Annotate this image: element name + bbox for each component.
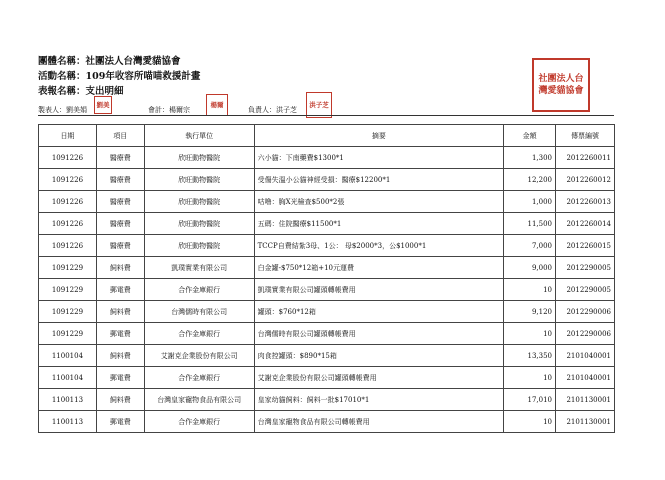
amount-cell: 10: [504, 411, 556, 433]
date-cell: 1091226: [39, 235, 97, 257]
unit-cell: 合作金庫銀行: [144, 279, 254, 301]
organization-seal: 社團法人台灣愛貓協會: [532, 58, 590, 112]
summary-cell: 皇家幼貓飼料：飼料一批$17010*1: [254, 389, 504, 411]
table-header-row: [39, 125, 615, 147]
table-row: [39, 411, 615, 433]
item-cell: 飼料費: [96, 301, 144, 323]
voucher-cell: 2012260012: [556, 169, 615, 191]
report-name: 表報名稱：支出明細: [38, 86, 124, 97]
signature-divider: [38, 115, 614, 116]
amount-cell: 10: [504, 279, 556, 301]
table-row: [39, 345, 615, 367]
date-cell: 1100104: [39, 345, 97, 367]
amount-cell: 10: [504, 323, 556, 345]
table-row: [39, 389, 615, 411]
unit-cell: 台灣皇家寵物食品有限公司: [144, 389, 254, 411]
summary-cell: 罐頭：$760*12箱: [254, 301, 504, 323]
amount-cell: 9,000: [504, 257, 556, 279]
item-cell: 郵電費: [96, 323, 144, 345]
preparer-seal: 劉美: [94, 96, 112, 114]
voucher-cell: 2012290005: [556, 257, 615, 279]
date-cell: 1091229: [39, 301, 97, 323]
voucher-cell: 2012290005: [556, 279, 615, 301]
item-cell: 醫療費: [96, 235, 144, 257]
amount-header: 金額: [504, 125, 556, 147]
date-cell: 1091226: [39, 147, 97, 169]
item-cell: 郵電費: [96, 279, 144, 301]
voucher-cell: 2101040001: [556, 345, 615, 367]
expense-table: [38, 124, 615, 433]
voucher-cell: 2012260015: [556, 235, 615, 257]
voucher-cell: 2012290006: [556, 323, 615, 345]
item-cell: 醫療費: [96, 169, 144, 191]
amount-cell: 7,000: [504, 235, 556, 257]
summary-cell: 凱璞實業有限公司罐頭轉帳費用: [254, 279, 504, 301]
voucher-cell: 2101130001: [556, 389, 615, 411]
date-cell: 1091229: [39, 279, 97, 301]
unit-cell: 合作金庫銀行: [144, 411, 254, 433]
item-header: 項目: [96, 125, 144, 147]
amount-cell: 1,000: [504, 191, 556, 213]
unit-cell: 合作金庫銀行: [144, 323, 254, 345]
table-body: [39, 147, 615, 433]
amount-cell: 10: [504, 367, 556, 389]
voucher-cell: 2012260014: [556, 213, 615, 235]
document-header: [38, 54, 200, 99]
table-row: [39, 279, 615, 301]
unit-cell: 欣旺動物醫院: [144, 147, 254, 169]
item-cell: 醫療費: [96, 213, 144, 235]
date-cell: 1091226: [39, 169, 97, 191]
voucher-cell: 2012260013: [556, 191, 615, 213]
summary-header: 摘要: [254, 125, 504, 147]
date-cell: 1100113: [39, 411, 97, 433]
summary-cell: 咕噜：胸X光檢查$500*2張: [254, 191, 504, 213]
unit-cell: 台灣儒時有限公司: [144, 301, 254, 323]
item-cell: 郵電費: [96, 411, 144, 433]
unit-cell: 欣旺動物醫院: [144, 191, 254, 213]
item-cell: 醫療費: [96, 191, 144, 213]
item-cell: 郵電費: [96, 367, 144, 389]
summary-cell: TCCP自費結紮3母、1公： 母$2000*3，公$1000*1: [254, 235, 504, 257]
date-header: 日期: [39, 125, 97, 147]
organization-name: 團體名稱：社團法人台灣愛貓協會: [38, 56, 181, 67]
unit-cell: 欣旺動物醫院: [144, 213, 254, 235]
item-cell: 醫療費: [96, 147, 144, 169]
table-row: [39, 191, 615, 213]
table-row: [39, 213, 615, 235]
summary-cell: 五碼：住院醫療$11500*1: [254, 213, 504, 235]
date-cell: 1100104: [39, 367, 97, 389]
item-cell: 飼料費: [96, 389, 144, 411]
amount-cell: 12,200: [504, 169, 556, 191]
summary-cell: 台灣皇家寵物食品有限公司轉帳費用: [254, 411, 504, 433]
date-cell: 1091226: [39, 213, 97, 235]
table-row: [39, 367, 615, 389]
item-cell: 飼料費: [96, 257, 144, 279]
summary-cell: 台灣儒時有限公司罐頭轉帳費用: [254, 323, 504, 345]
voucher-cell: 2012260011: [556, 147, 615, 169]
date-cell: 1091229: [39, 257, 97, 279]
summary-cell: 受傷失溫小公貓神經受損：醫療$12200*1: [254, 169, 504, 191]
summary-cell: 艾謝克企業股份有限公司罐頭轉帳費用: [254, 367, 504, 389]
accountant-signature: 會計：楊爾宗: [148, 106, 190, 114]
amount-cell: 17,010: [504, 389, 556, 411]
manager-seal: 洪子芝: [306, 92, 332, 118]
table-row: [39, 301, 615, 323]
table-row: [39, 323, 615, 345]
voucher-header: 傳票編號: [556, 125, 615, 147]
item-cell: 飼料費: [96, 345, 144, 367]
unit-cell: 欣旺動物醫院: [144, 169, 254, 191]
voucher-cell: 2101130001: [556, 411, 615, 433]
unit-cell: 合作金庫銀行: [144, 367, 254, 389]
amount-cell: 1,300: [504, 147, 556, 169]
table-row: [39, 147, 615, 169]
unit-cell: 欣旺動物醫院: [144, 235, 254, 257]
unit-cell: 艾謝克企業股份有限公司: [144, 345, 254, 367]
summary-cell: 肉食控罐頭：$890*15箱: [254, 345, 504, 367]
summary-cell: 六小貓：下南藥費$1300*1: [254, 147, 504, 169]
activity-name: 活動名稱：109年收容所喵喵救援計畫: [38, 71, 201, 82]
voucher-cell: 2012290006: [556, 301, 615, 323]
summary-cell: 白金罐-$750*12箱+10元運費: [254, 257, 504, 279]
amount-cell: 9,120: [504, 301, 556, 323]
table-row: [39, 235, 615, 257]
preparer-signature: 製表人：劉美娟: [38, 106, 87, 114]
unit-cell: 凱璞實業有限公司: [144, 257, 254, 279]
table-row: [39, 169, 615, 191]
table-row: [39, 257, 615, 279]
unit-header: 執行單位: [144, 125, 254, 147]
amount-cell: 11,500: [504, 213, 556, 235]
date-cell: 1091226: [39, 191, 97, 213]
date-cell: 1100113: [39, 389, 97, 411]
voucher-cell: 2101040001: [556, 367, 615, 389]
amount-cell: 13,350: [504, 345, 556, 367]
manager-signature: 負責人：洪子芝: [248, 106, 297, 114]
accountant-seal: 楊爾: [206, 94, 228, 116]
date-cell: 1091229: [39, 323, 97, 345]
